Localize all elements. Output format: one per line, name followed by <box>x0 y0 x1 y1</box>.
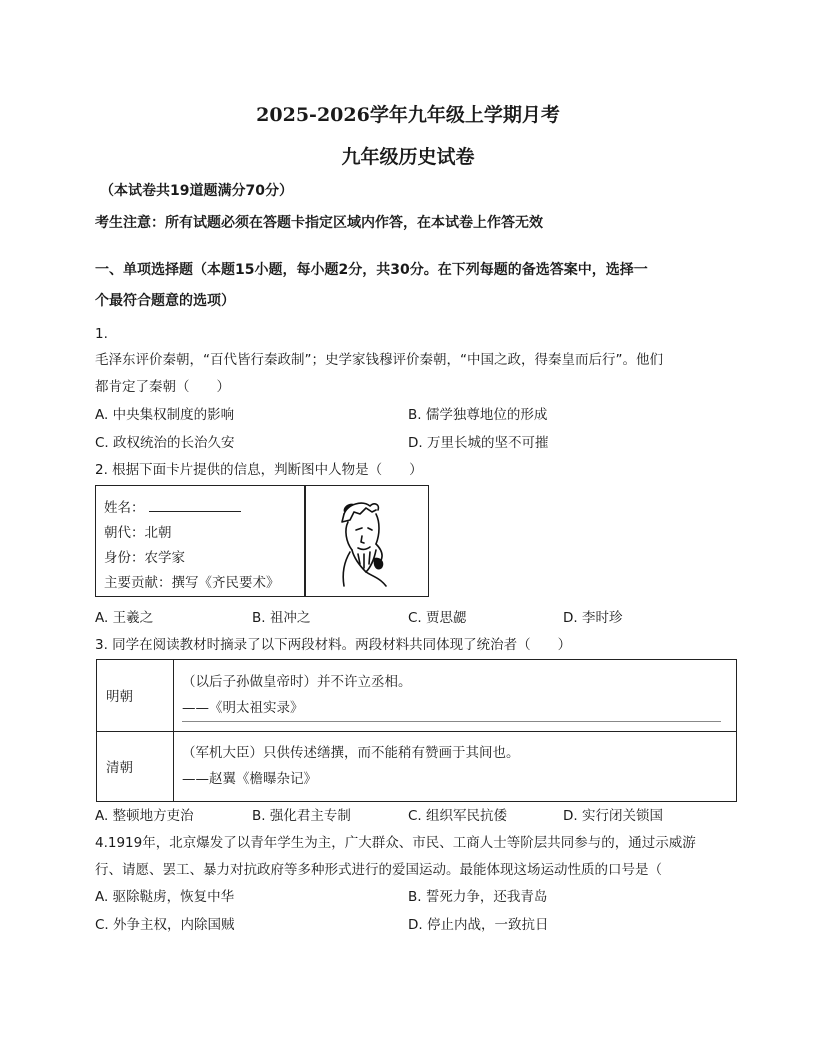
q4-option-c[interactable]: C. 外争主权，内除国贼 <box>95 917 235 933</box>
score-note: （本试卷共19道题满分70分） <box>100 183 293 199</box>
card-identity: 身份：农学家 <box>104 550 185 566</box>
q1-stem-line1: 毛泽东评价秦朝，“百代皆行秦政制”；史学家钱穆评价秦朝，“中国之政，得秦皇而后行”。他们 <box>95 352 663 368</box>
q2-option-b[interactable]: B. 祖冲之 <box>252 610 311 626</box>
q2-option-a[interactable]: A. 王羲之 <box>95 610 154 626</box>
q3-option-b[interactable]: B. 强化君主专制 <box>252 808 351 824</box>
q4-stem-line1: 4.1919年，北京爆发了以青年学生为主，广大群众、市民、工商人士等阶层共同参与的，通过示威游 <box>95 835 696 851</box>
q2-stem: 2. 根据下面卡片提供的信息，判断图中人物是（ ） <box>95 462 423 478</box>
exam-title: 2025-2026学年九年级上学期月考 <box>256 104 560 126</box>
q3-material-table <box>96 659 737 802</box>
person-info-card <box>95 485 429 597</box>
exam-subtitle: 九年级历史试卷 <box>341 146 475 168</box>
row-material-qing <box>174 731 737 801</box>
table-row <box>97 660 737 732</box>
exam-notice: 考生注意：所有试题必须在答题卡指定区域内作答，在本试卷上作答无效 <box>95 215 543 231</box>
row-material-ming <box>174 660 737 732</box>
q1-stem-line2: 都肯定了秦朝（ ） <box>95 379 230 395</box>
q3-option-c[interactable]: C. 组织军民抗倭 <box>408 808 508 824</box>
q3-option-d[interactable]: D. 实行闭关锁国 <box>563 808 663 824</box>
material-source: ——《明太祖实录》 <box>182 695 721 722</box>
q1-option-a[interactable]: A. 中央集权制度的影响 <box>95 407 235 423</box>
q2-option-d[interactable]: D. 李时珍 <box>563 610 623 626</box>
q4-option-b[interactable]: B. 誓死力争，还我青岛 <box>408 889 548 905</box>
card-name-blank <box>149 499 241 512</box>
row-dynasty-ming: 明朝 <box>97 660 174 732</box>
q4-stem-line2: 行、请愿、罢工、暴力对抗政府等多种形式进行的爱国运动。最能体现这场运动性质的口号是（ <box>95 862 662 878</box>
material-quote: （以后子孙做皇帝时）并不许立丞相。 <box>182 673 412 690</box>
q2-option-c[interactable]: C. 贾思勰 <box>408 610 467 626</box>
material-quote: （军机大臣）只供传述缮撰，而不能稍有赞画于其间也。 <box>182 745 520 762</box>
portrait-image <box>314 492 422 592</box>
q3-option-a[interactable]: A. 整顿地方吏治 <box>95 808 194 824</box>
card-dynasty: 朝代：北朝 <box>104 525 172 541</box>
material-source: ——赵翼《檐曝杂记》 <box>182 771 317 788</box>
table-row <box>97 731 737 801</box>
q1-option-c[interactable]: C. 政权统治的长治久安 <box>95 435 235 451</box>
card-name-label: 姓名： <box>104 500 145 516</box>
card-name-field <box>104 496 241 516</box>
card-divider <box>304 486 306 596</box>
q1-option-d[interactable]: D. 万里长城的坚不可摧 <box>408 435 549 451</box>
q3-stem: 3. 同学在阅读教材时摘录了以下两段材料。两段材料共同体现了统治者（ ） <box>95 637 572 653</box>
q4-option-a[interactable]: A. 驱除鞑虏，恢复中华 <box>95 889 235 905</box>
card-contribution: 主要贡献：撰写《齐民要术》 <box>104 575 280 591</box>
q4-option-d[interactable]: D. 停止内战，一致抗日 <box>408 917 549 933</box>
row-dynasty-qing: 清朝 <box>97 731 174 801</box>
q1-option-b[interactable]: B. 儒学独尊地位的形成 <box>408 407 548 423</box>
section-heading-line2: 个最符合题意的选项） <box>95 293 235 309</box>
section-heading-line1: 一、单项选择题（本题15小题，每小题2分，共30分。在下列每题的备选答案中，选择一 <box>95 262 648 278</box>
q1-number: 1. <box>95 326 108 342</box>
